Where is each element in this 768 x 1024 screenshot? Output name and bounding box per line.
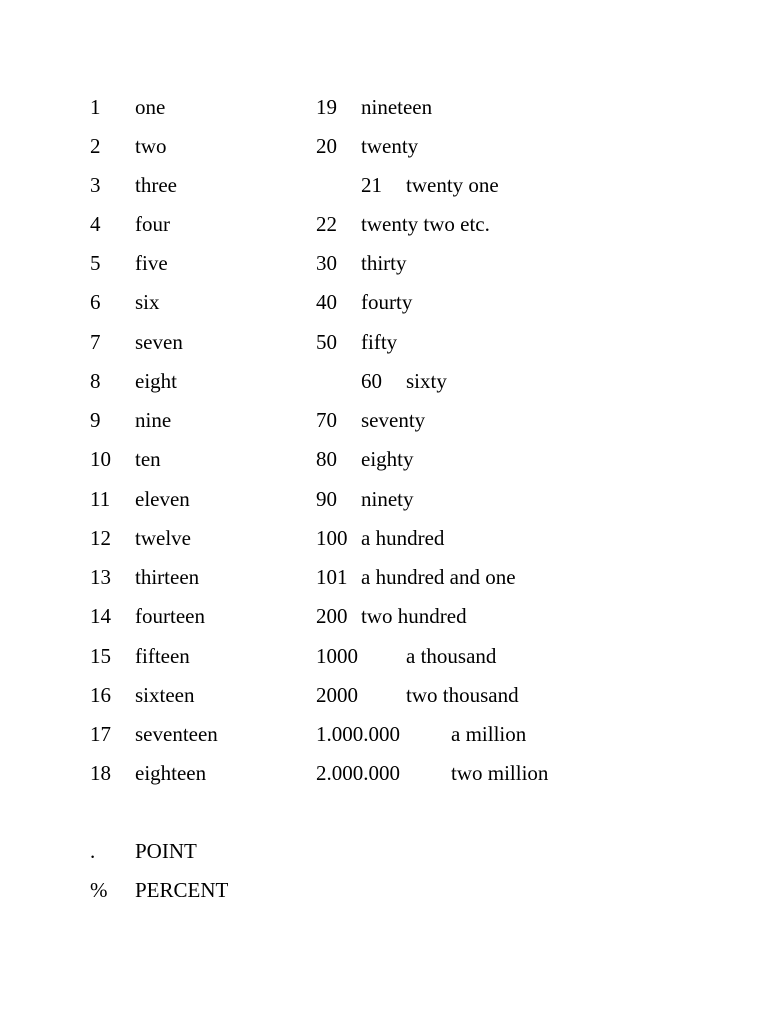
right-word-30: thirty [361, 251, 407, 275]
left-num-7: 7 [90, 330, 101, 354]
left-num-17: 17 [90, 722, 111, 746]
right-word-2000000: two million [451, 761, 549, 785]
left-word-3: three [135, 173, 177, 197]
right-num-1000000: 1.000.000 [316, 722, 400, 746]
right-num-21: 21 [361, 173, 382, 197]
left-word-8: eight [135, 369, 177, 393]
left-word-17: seventeen [135, 722, 218, 746]
right-num-2000000: 2.000.000 [316, 761, 400, 785]
left-word-14: fourteen [135, 604, 205, 628]
left-num-15: 15 [90, 644, 111, 668]
left-num-4: 4 [90, 212, 101, 236]
right-word-101: a hundred and one [361, 565, 516, 589]
right-num-22: 22 [316, 212, 337, 236]
left-word-16: sixteen [135, 683, 195, 707]
right-num-101: 101 [316, 565, 348, 589]
left-word-7: seven [135, 330, 183, 354]
right-word-90: ninety [361, 487, 414, 511]
left-word-2: two [135, 134, 167, 158]
left-word-13: thirteen [135, 565, 200, 589]
left-num-12: 12 [90, 526, 111, 550]
right-num-2000: 2000 [316, 683, 358, 707]
left-word-18: eighteen [135, 761, 207, 785]
right-word-40: fourty [361, 290, 413, 314]
symbol-point-word: POINT [135, 839, 197, 863]
left-word-4: four [135, 212, 170, 236]
left-word-15: fifteen [135, 644, 190, 668]
right-word-200: two hundred [361, 604, 467, 628]
right-word-100: a hundred [361, 526, 445, 550]
left-num-9: 9 [90, 408, 101, 432]
right-num-20: 20 [316, 134, 337, 158]
right-word-70: seventy [361, 408, 426, 432]
right-word-20: twenty [361, 134, 419, 158]
right-num-70: 70 [316, 408, 337, 432]
symbol-point: . [90, 839, 96, 863]
right-num-19: 19 [316, 95, 337, 119]
left-num-11: 11 [90, 487, 111, 511]
right-num-80: 80 [316, 447, 337, 471]
right-word-50: fifty [361, 330, 398, 354]
left-num-16: 16 [90, 683, 111, 707]
right-word-1000000: a million [451, 722, 527, 746]
right-word-80: eighty [361, 447, 414, 471]
left-word-11: eleven [135, 487, 190, 511]
left-num-18: 18 [90, 761, 111, 785]
right-num-40: 40 [316, 290, 337, 314]
left-num-8: 8 [90, 369, 101, 393]
right-word-22: twenty two etc. [361, 212, 490, 236]
left-word-10: ten [135, 447, 161, 471]
right-num-200: 200 [316, 604, 348, 628]
left-num-6: 6 [90, 290, 101, 314]
right-num-50: 50 [316, 330, 337, 354]
left-num-14: 14 [90, 604, 111, 628]
left-num-3: 3 [90, 173, 101, 197]
left-word-5: five [135, 251, 168, 275]
left-word-1: one [135, 95, 166, 119]
left-word-12: twelve [135, 526, 191, 550]
right-num-30: 30 [316, 251, 337, 275]
symbol-percent-word: PERCENT [135, 878, 229, 902]
symbol-percent: % [90, 878, 108, 902]
right-num-60: 60 [361, 369, 382, 393]
right-word-19: nineteen [361, 95, 433, 119]
right-num-90: 90 [316, 487, 337, 511]
left-num-13: 13 [90, 565, 111, 589]
left-word-6: six [135, 290, 160, 314]
right-word-21: twenty one [406, 173, 499, 197]
left-num-2: 2 [90, 134, 101, 158]
right-word-60: sixty [406, 369, 447, 393]
right-word-2000: two thousand [406, 683, 519, 707]
right-word-1000: a thousand [406, 644, 497, 668]
right-num-100: 100 [316, 526, 348, 550]
left-word-9: nine [135, 408, 172, 432]
left-num-5: 5 [90, 251, 101, 275]
left-num-10: 10 [90, 447, 111, 471]
left-num-1: 1 [90, 95, 101, 119]
right-num-1000: 1000 [316, 644, 358, 668]
